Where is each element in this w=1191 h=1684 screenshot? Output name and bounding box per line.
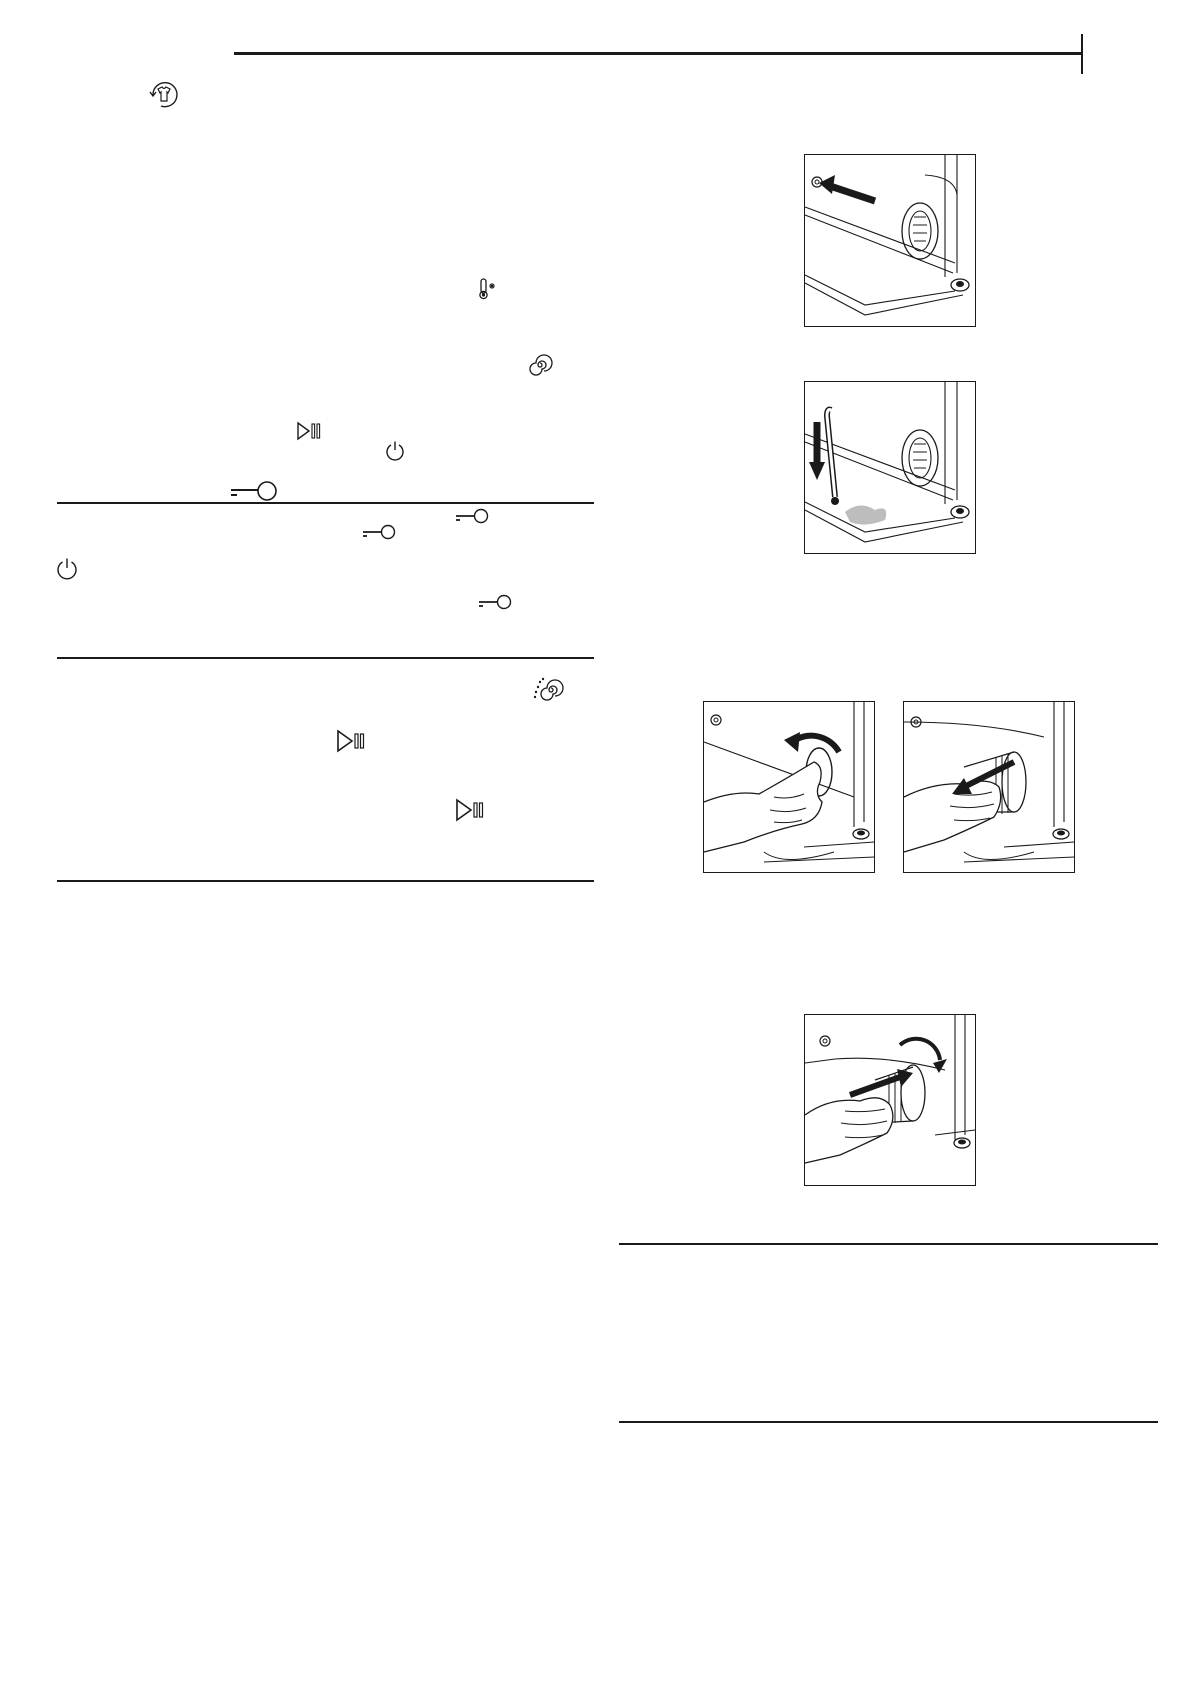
child-lock-icon xyxy=(362,524,396,542)
pump-filter-reinsert-illustration xyxy=(804,1014,976,1186)
child-lock-icon xyxy=(230,480,278,502)
drain-cap-arrow-illustration xyxy=(804,154,976,327)
spin-icon xyxy=(529,354,551,376)
section-rule xyxy=(57,657,594,659)
rinse-spray-icon xyxy=(533,677,563,703)
pump-filter-unscrew-illustration xyxy=(703,701,875,873)
child-lock-icon xyxy=(478,594,512,612)
child-lock-icon xyxy=(455,508,489,526)
drain-hose-illustration xyxy=(804,381,976,554)
start-pause-icon xyxy=(296,421,322,441)
power-icon xyxy=(55,557,79,581)
power-icon xyxy=(384,440,406,462)
section-rule xyxy=(57,502,594,504)
section-rule xyxy=(57,880,594,882)
temperature-icon xyxy=(478,277,498,301)
section-rule xyxy=(619,1243,1158,1245)
header-rule xyxy=(234,52,1082,55)
header-tick xyxy=(1081,34,1083,74)
start-pause-icon xyxy=(336,729,366,753)
care-refresh-icon xyxy=(147,82,177,108)
pump-filter-pull-illustration xyxy=(903,701,1075,873)
start-pause-icon xyxy=(455,798,485,822)
section-rule xyxy=(619,1421,1158,1423)
